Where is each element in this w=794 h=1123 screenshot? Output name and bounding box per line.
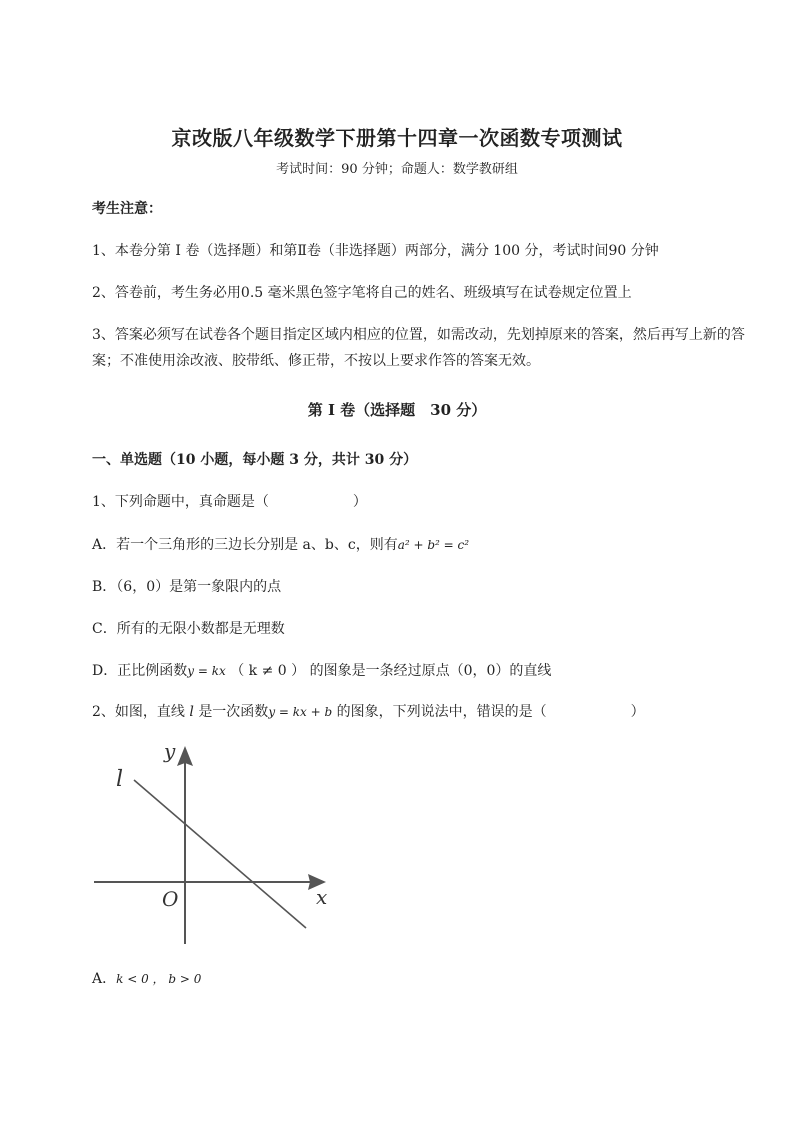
q1-option-d — [92, 658, 752, 684]
section-title: 第 I 卷（选择题 30 分） — [307, 401, 487, 419]
q2-stem — [92, 699, 752, 725]
notice-heading: 考生注意： — [92, 201, 162, 217]
part-heading: 一、单选题（10 小题，每小题 3 分，共计 30 分） — [92, 452, 418, 468]
line-l — [134, 780, 306, 928]
y-axis-arrow — [177, 746, 193, 766]
q2-line-name: l — [189, 704, 194, 720]
q1-option-a — [92, 532, 752, 558]
notice-item-1: 1、本卷分第 I 卷（选择题）和第Ⅱ卷（非选择题）两部分，满分 100 分，考试时间90 分钟 — [92, 243, 659, 259]
q1-option-d-formula: y = kx — [187, 664, 226, 678]
q2-stem-post: 的图象，下列说法中，错误的是（ ） — [336, 704, 645, 720]
exam-subtitle: 考试时间：90 分钟；命题人：数学教研组 — [276, 162, 518, 177]
q1-stem: 1、下列命题中，真命题是（ ） — [92, 494, 367, 510]
notice-item-2: 2、答卷前，考生务必用0.5 毫米黑色签字笔将自己的姓名、班级填写在试卷规定位置上 — [92, 285, 632, 301]
q1-option-c: C．所有的无限小数都是无理数 — [92, 621, 285, 637]
q2-option-a-formula: k < 0 ， b > 0 — [116, 972, 202, 986]
notice-item-3: 3、答案必须写在试卷各个题目指定区域内相应的位置，如需改动，先划掉原来的答案，然后再写上新的答案；不准使用涂改液、胶带纸、修正带，不按以上要求作答的答案无效。 — [92, 327, 745, 369]
linear-function-graph — [88, 734, 338, 954]
q1-option-d-post: 的图象是一条经过原点（0，0）的直线 — [309, 663, 552, 679]
q2-stem-pre: 2、如图，直线 — [92, 704, 185, 720]
exam-title: 京改版八年级数学下册第十四章一次函数专项测试 — [171, 126, 623, 150]
q1-option-a-text: A．若一个三角形的三边长分别是 a、b、c，则有 — [92, 537, 398, 553]
line-l-label: l — [116, 767, 124, 792]
q1-option-b: B．（6，0）是第一象限内的点 — [92, 579, 282, 595]
q1-option-d-pre: D．正比例函数 — [92, 663, 188, 679]
q2-option-a — [92, 966, 752, 992]
q2-formula: y = kx + b — [268, 705, 333, 719]
q2-option-a-label: A． — [92, 971, 117, 987]
q2-stem-mid: 是一次函数 — [198, 704, 269, 720]
x-axis-label: x — [316, 885, 328, 909]
origin-label: O — [162, 887, 179, 911]
q1-option-a-formula: a² + b² = c² — [397, 538, 470, 552]
y-axis-label: y — [164, 739, 176, 763]
q1-option-d-condition: （ k ≠ 0 ） — [230, 663, 306, 679]
